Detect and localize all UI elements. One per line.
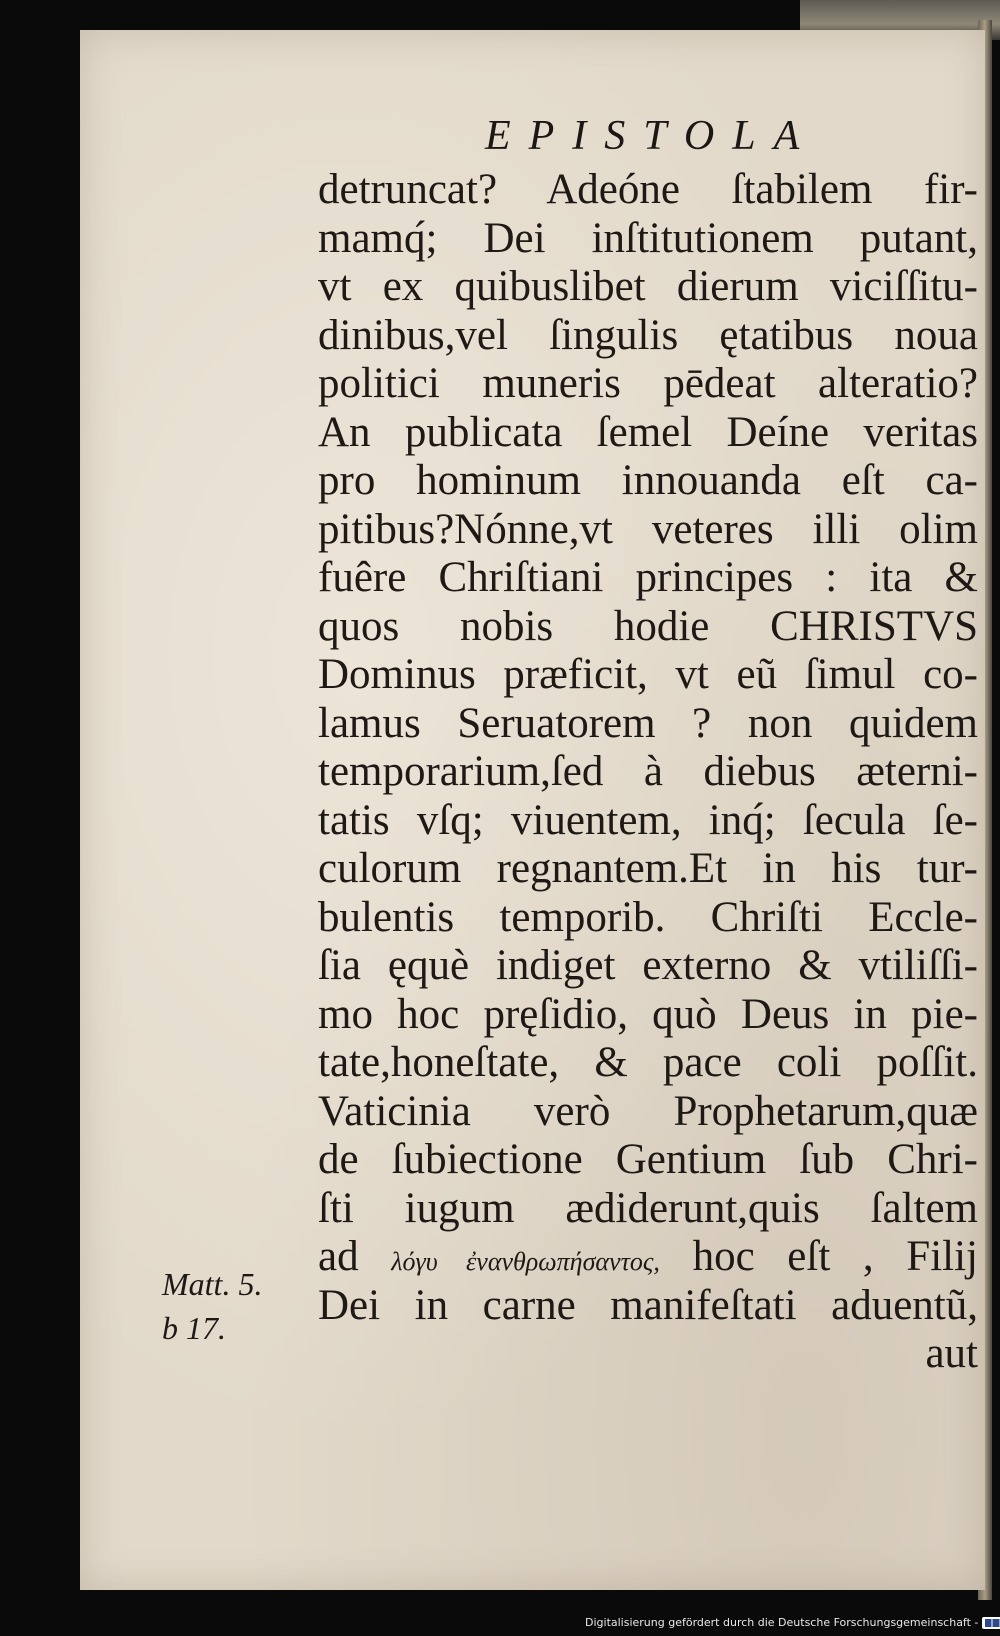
text-line: pro hominum innouanda eſt ca- [318, 457, 978, 504]
text-line: dinibus,vel ſingulis ętatibus noua [318, 311, 978, 359]
text-line: tate,honeſtate, & pace coli poſſit. [318, 1039, 978, 1086]
text-line: Dei in carne manifeſtati aduentũ, [318, 1281, 978, 1329]
text-line-greek [318, 1233, 978, 1282]
text-line: de ſubiectione Gentium ſub Chri- [318, 1136, 978, 1183]
text-line: quos nobis hodie CHRISTVS [318, 602, 978, 650]
text-line: detruncat? Adeóne ſtabilem fir- [318, 166, 978, 213]
text-line: fuêre Chriſtiani principes : ita & [318, 554, 978, 601]
marginal-reference [162, 1262, 292, 1350]
marginal-reference-line: Matt. 5. [162, 1266, 263, 1302]
greek-line-suffix: hoc eſt , Filij [692, 1233, 979, 1280]
text-line: ſti iugum ædiderunt,quis ſaltem [318, 1184, 978, 1232]
text-line: vt ex quibuslibet dierum viciſſitu- [318, 263, 978, 310]
text-line: mo hoc pręſidio, quò Deus in pie- [318, 990, 978, 1038]
text-line: Dominus præficit, vt eũ ſimul co- [318, 651, 978, 698]
text-line: bulentis temporib. Chriſti Eccle- [318, 893, 978, 941]
text-line: temporarium,ſed à diebus æterni- [318, 748, 978, 795]
catchword: aut [925, 1330, 978, 1377]
marginal-reference-line: b 17. [162, 1310, 226, 1346]
text-line: lamus Seruatorem ? non quidem [318, 699, 978, 747]
credit-text: Digitalisierung gefördert durch die Deutsche Forschungsgemeinschaft - [585, 1616, 979, 1629]
dfg-logo-icon [982, 1617, 1000, 1629]
page-body-text [318, 166, 978, 1379]
digitization-credit [585, 1614, 1000, 1632]
text-line: pitibus?Nónne,vt veteres illi olim [318, 505, 978, 553]
running-title: EPISTOLA [485, 113, 818, 159]
text-line: An publicata ſemel Deíne veritas [318, 408, 978, 456]
text-line: politici muneris pēdeat alteratio? [318, 360, 978, 407]
greek-phrase: λόγυ ἐνανθρωπήσαντος, [391, 1247, 660, 1276]
text-line: Vaticinia verò Prophetarum,quæ [318, 1087, 978, 1135]
greek-line-prefix: ad [318, 1233, 359, 1280]
text-line: tatis vſq; viuentem, inq́; ſecula ſe- [318, 796, 978, 844]
text-line: culorum regnantem.Et in his tur- [318, 845, 978, 892]
text-line: mamq́; Dei inſtitutionem putant, [318, 214, 978, 262]
text-line: ſia ęquè indiget externo & vtiliſſi- [318, 942, 978, 989]
